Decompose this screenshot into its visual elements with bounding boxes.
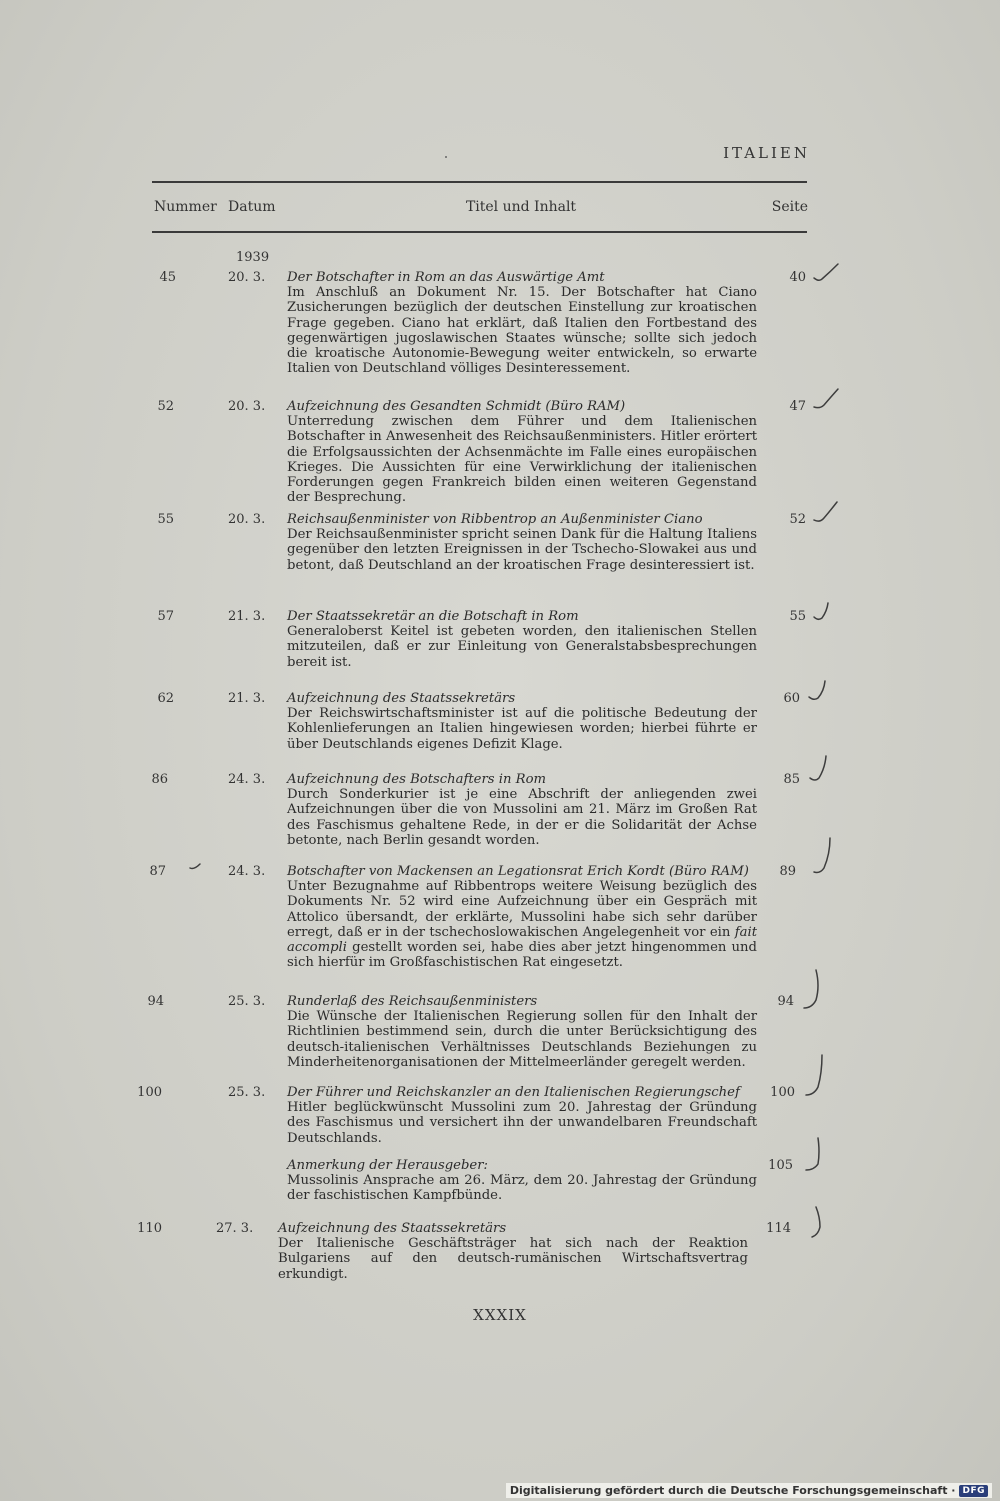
checkmark-icon — [812, 502, 842, 532]
entry-summary: Mussolinis Ansprache am 26. März, dem 20. Jahrestag der Gründung der faschistischen Kampfbünde. — [287, 1173, 757, 1204]
entry-title: Runderlaß des Reichsaußenministers — [287, 994, 538, 1009]
entry-summary: Durch Sonderkurier ist je eine Abschrift der anliegenden zwei Aufzeichnungen über die von Mussolini am 21. März im Großen Rat des Faschismus gehaltene Rede, in der er die Solidarität der Achse betonte, nach Berlin gesandt worden. — [287, 787, 757, 848]
entry-date: 20. 3. — [228, 512, 266, 527]
entry-page: 105 — [768, 1158, 793, 1173]
entry-summary-a: Unter Bezugnahme auf Ribbentrops weitere Weisung bezüglich des Dokuments Nr. 52 wird eine Aufzeichnung über ein Gespräch mit Attolico übersandt, der erklärte, Mussolini habe sich sehr darüber erregt, daß er in der tschechoslowakischen Angelegenheit vor ein — [287, 879, 757, 940]
entry-number: 55 — [157, 512, 174, 527]
checkmark-icon — [808, 1207, 838, 1243]
entry-date: 21. 3. — [228, 691, 266, 706]
entry-number: 110 — [137, 1221, 162, 1236]
entry-page: 100 — [770, 1085, 795, 1100]
entry-body — [287, 399, 757, 505]
section-heading: ITALIEN — [723, 144, 810, 162]
print-speck — [445, 156, 447, 158]
column-header-nummer: Nummer — [154, 199, 217, 215]
year-label: 1939 — [236, 250, 270, 265]
entry-number: 100 — [137, 1085, 162, 1100]
entry-body — [287, 691, 757, 752]
entry-summary: Die Wünsche der Italienischen Regierung sollen für den Inhalt der Richtlinien bestimmend sein, durch die unter Berücksichtigung des deutsch-italienischen Verhältnisses Deutschlands Beziehungen zu Minderheitenorganisationen der Mittelmeerländer geregelt werden. — [287, 1009, 757, 1070]
entry-body — [287, 772, 757, 848]
entry-body — [287, 994, 757, 1070]
entry-number: 57 — [157, 609, 174, 624]
entry-number: 62 — [157, 691, 174, 706]
entry-date: 24. 3. — [228, 864, 266, 879]
column-header-titel: Titel und Inhalt — [465, 199, 577, 215]
checkmark-icon — [800, 970, 830, 1014]
entry-summary-b: gestellt worden sei, habe dies aber jetzt hingenommen und sich hierfür im Großfaschistischen Rat eingesetzt. — [287, 940, 757, 971]
checkmark-icon — [808, 601, 838, 631]
entry-page: 47 — [789, 399, 806, 414]
entry-page: 60 — [783, 691, 800, 706]
entry-number: 52 — [157, 399, 174, 414]
entry-number: 87 — [149, 864, 166, 879]
entry-summary-emphasis: fait accompli — [287, 924, 758, 956]
entry-summary: Hitler beglückwünscht Mussolini zum 20. Jahrestag der Gründung des Faschismus und versichert ihn der unwandelbaren Freundschaft Deutschlands. — [287, 1100, 757, 1146]
entry-title: Aufzeichnung des Staatssekretärs — [278, 1221, 507, 1236]
entry-title: Botschafter von Mackensen an Legationsrat Erich Kordt (Büro RAM) — [287, 864, 749, 879]
entry-page: 85 — [783, 772, 800, 787]
entry-title: Der Führer und Reichskanzler an den Italienischen Regierungschef — [287, 1085, 740, 1100]
checkmark-icon — [806, 756, 836, 786]
entry-page: 114 — [766, 1221, 791, 1236]
checkmark-icon — [800, 1138, 830, 1178]
entry-page: 94 — [777, 994, 794, 1009]
dfg-logo-icon: DFG — [959, 1485, 988, 1497]
entry-date: 24. 3. — [228, 772, 266, 787]
entry-page: 89 — [779, 864, 796, 879]
entry-date: 20. 3. — [228, 270, 266, 285]
entry-date: 20. 3. — [228, 399, 266, 414]
entry-summary: Unterredung zwischen dem Führer und dem Italienischen Botschafter in Anwesenheit des Reichsaußenministers. Hitler erörtert die Erfolgsaussichten der Achsenmächte im Falle eines europäischen Krieges. Die Aussichten für eine Verwirklichung der italienischen Forderungen gegen Frankreich bilden einen weiteren Gegenstand der Besprechung. — [287, 414, 757, 506]
entry-body — [287, 270, 757, 376]
entry-summary: Der Reichsaußenminister spricht seinen Dank für die Haltung Italiens gegenüber den letzten Ereignissen in der Tschecho-Slowakei aus und betont, daß Deutschland an der kroatischen Frage desinteressiert ist. — [287, 527, 757, 573]
checkmark-icon — [805, 681, 835, 711]
entry-body — [287, 512, 757, 573]
entry-summary: Der Italienische Geschäftsträger hat sich nach der Reaktion Bulgariens auf den deutsch-rumänischen Wirtschaftsvertrag erkundigt. — [278, 1236, 748, 1282]
checkmark-icon — [812, 262, 842, 292]
entry-title: Der Staatssekretär an die Botschaft in Rom — [287, 609, 579, 624]
entry-date: 25. 3. — [228, 1085, 266, 1100]
entry-summary: Im Anschluß an Dokument Nr. 15. Der Botschafter hat Ciano Zusicherungen bezüglich der deutschen Einstellung zur kroatischen Frage gegeben. Ciano hat erklärt, daß Italien den Fortbestand des gegenwärtigen jugoslawischen Staates wünsche; sollte sich jedoch die kroatische Autonomie-Bewegung weiter entwickeln, so erwarte Italien von Deutschland völliges Desinteressement. — [287, 285, 757, 377]
tick-mark-icon — [188, 860, 204, 876]
entry-summary: Der Reichswirtschaftsminister ist auf die politische Bedeutung der Kohlenlieferungen an Italien hingewiesen worden; hierbei führte er über Deutschlands eigenes Defizit Klage. — [287, 706, 757, 752]
entry-page: 40 — [789, 270, 806, 285]
entry-body — [287, 864, 757, 970]
column-header-datum: Datum — [228, 199, 276, 215]
top-rule — [152, 181, 807, 183]
footer-credit — [506, 1483, 992, 1498]
entry-title: Aufzeichnung des Gesandten Schmidt (Büro RAM) — [287, 399, 626, 414]
entry-number: 94 — [147, 994, 164, 1009]
entry-title: Reichsaußenminister von Ribbentrop an Außenminister Ciano — [287, 512, 703, 527]
checkmark-icon — [812, 389, 842, 419]
entry-title: Anmerkung der Herausgeber: — [287, 1158, 488, 1173]
header-rule — [152, 231, 807, 233]
entry-page: 52 — [789, 512, 806, 527]
entry-date: 21. 3. — [228, 609, 266, 624]
entry-title: Aufzeichnung des Botschafters in Rom — [287, 772, 547, 787]
entry-body — [287, 1158, 757, 1204]
entry-summary: Generaloberst Keitel ist gebeten worden, den italienischen Stellen mitzuteilen, daß er zur Einleitung von Generalstabsbesprechungen bereit ist. — [287, 624, 757, 670]
entry-page: 55 — [789, 609, 806, 624]
entry-title: Aufzeichnung des Staatssekretärs — [287, 691, 516, 706]
entry-number: 86 — [151, 772, 168, 787]
checkmark-icon — [800, 1055, 830, 1101]
footer-text: Digitalisierung gefördert durch die Deutsche Forschungsgemeinschaft · — [509, 1484, 956, 1497]
page-number: XXXIX — [473, 1306, 527, 1324]
entry-body — [287, 1085, 757, 1146]
entry-date: 27. 3. — [216, 1221, 254, 1236]
column-header-seite: Seite — [771, 199, 808, 215]
checkmark-icon — [806, 838, 836, 882]
entry-body — [278, 1221, 748, 1282]
entry-title: Der Botschafter in Rom an das Auswärtige Amt — [287, 270, 605, 285]
entry-date: 25. 3. — [228, 994, 266, 1009]
entry-body — [287, 609, 757, 670]
entry-number: 45 — [159, 270, 176, 285]
